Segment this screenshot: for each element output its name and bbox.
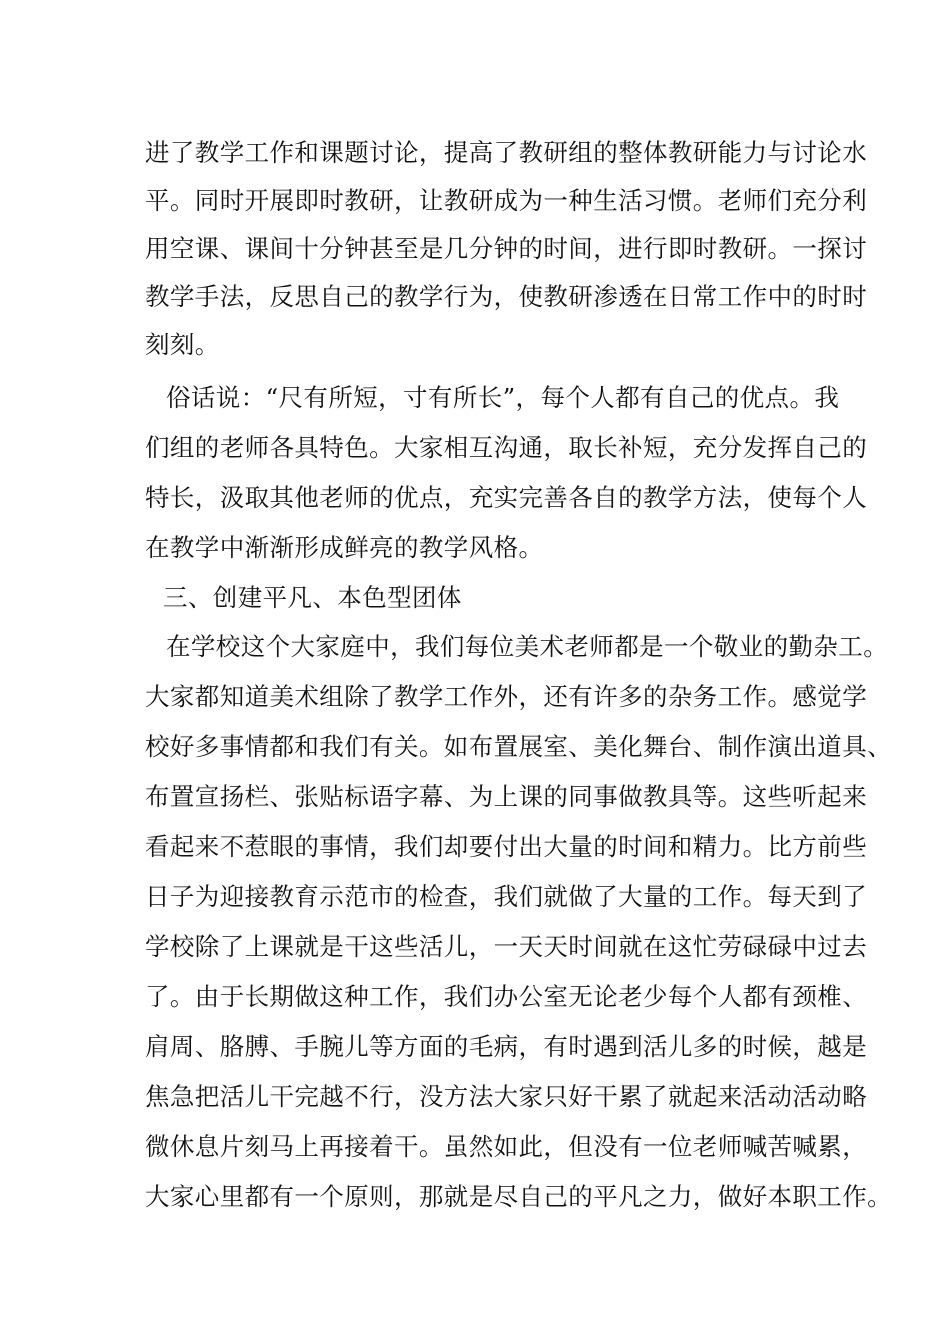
text-line: 教学手法，反思自己的教学行为，使教研渗透在日常工作中的时时	[145, 282, 868, 311]
text-line: 大家都知道美术组除了教学工作外，还有许多的杂务工作。感觉学	[145, 682, 868, 711]
paragraph-first-line: 在学校这个大家庭中，我们每位美术老师都是一个敬业的勤杂工。	[166, 632, 889, 661]
text-line: 布置宣扬栏、张贴标语字幕、为上课的同事做教具等。这些听起来	[145, 782, 868, 811]
text-line: 在教学中渐渐形成鲜亮的教学风格。	[145, 533, 544, 562]
text-line: 特长，汲取其他老师的优点，充实完善各自的教学方法，使每个人	[145, 483, 868, 512]
text-line: 们组的老师各具特色。大家相互沟通，取长补短，充分发挥自己的	[145, 433, 868, 462]
text-line: 进了教学工作和课题讨论，提高了教研组的整体教研能力与讨论水	[145, 138, 868, 167]
text-line: 焦急把活儿干完越不行，没方法大家只好干累了就起来活动活动略	[145, 1082, 868, 1111]
paragraph-first-line: 俗话说：“尺有所短，寸有所长”，每个人都有自己的优点。我	[166, 383, 840, 412]
text-line: 刻刻。	[145, 330, 220, 359]
text-line: 微休息片刻马上再接着干。虽然如此，但没有一位老师喊苦喊累，	[145, 1132, 868, 1161]
text-line: 肩周、胳膊、手腕儿等方面的毛病，有时遇到活儿多的时候，越是	[145, 1032, 868, 1061]
section-heading: 三、创建平凡、本色型团体	[163, 583, 462, 612]
text-line: 大家心里都有一个原则，那就是尽自己的平凡之力，做好本职工作。	[145, 1182, 892, 1211]
text-line: 日子为迎接教育示范市的检查，我们就做了大量的工作。每天到了	[145, 882, 868, 911]
text-line: 平。同时开展即时教研，让教研成为一种生活习惯。老师们充分利	[145, 186, 868, 215]
text-line: 用空课、课间十分钟甚至是几分钟的时间，进行即时教研。一探讨	[145, 234, 868, 263]
text-line: 了。由于长期做这种工作，我们办公室无论老少每个人都有颈椎、	[145, 982, 868, 1011]
text-line: 看起来不惹眼的事情，我们却要付出大量的时间和精力。比方前些	[145, 832, 868, 861]
text-line: 校好多事情都和我们有关。如布置展室、美化舞台、制作演出道具、	[145, 732, 892, 761]
text-line: 学校除了上课就是干这些活儿，一天天时间就在这忙劳碌碌中过去	[145, 932, 868, 961]
